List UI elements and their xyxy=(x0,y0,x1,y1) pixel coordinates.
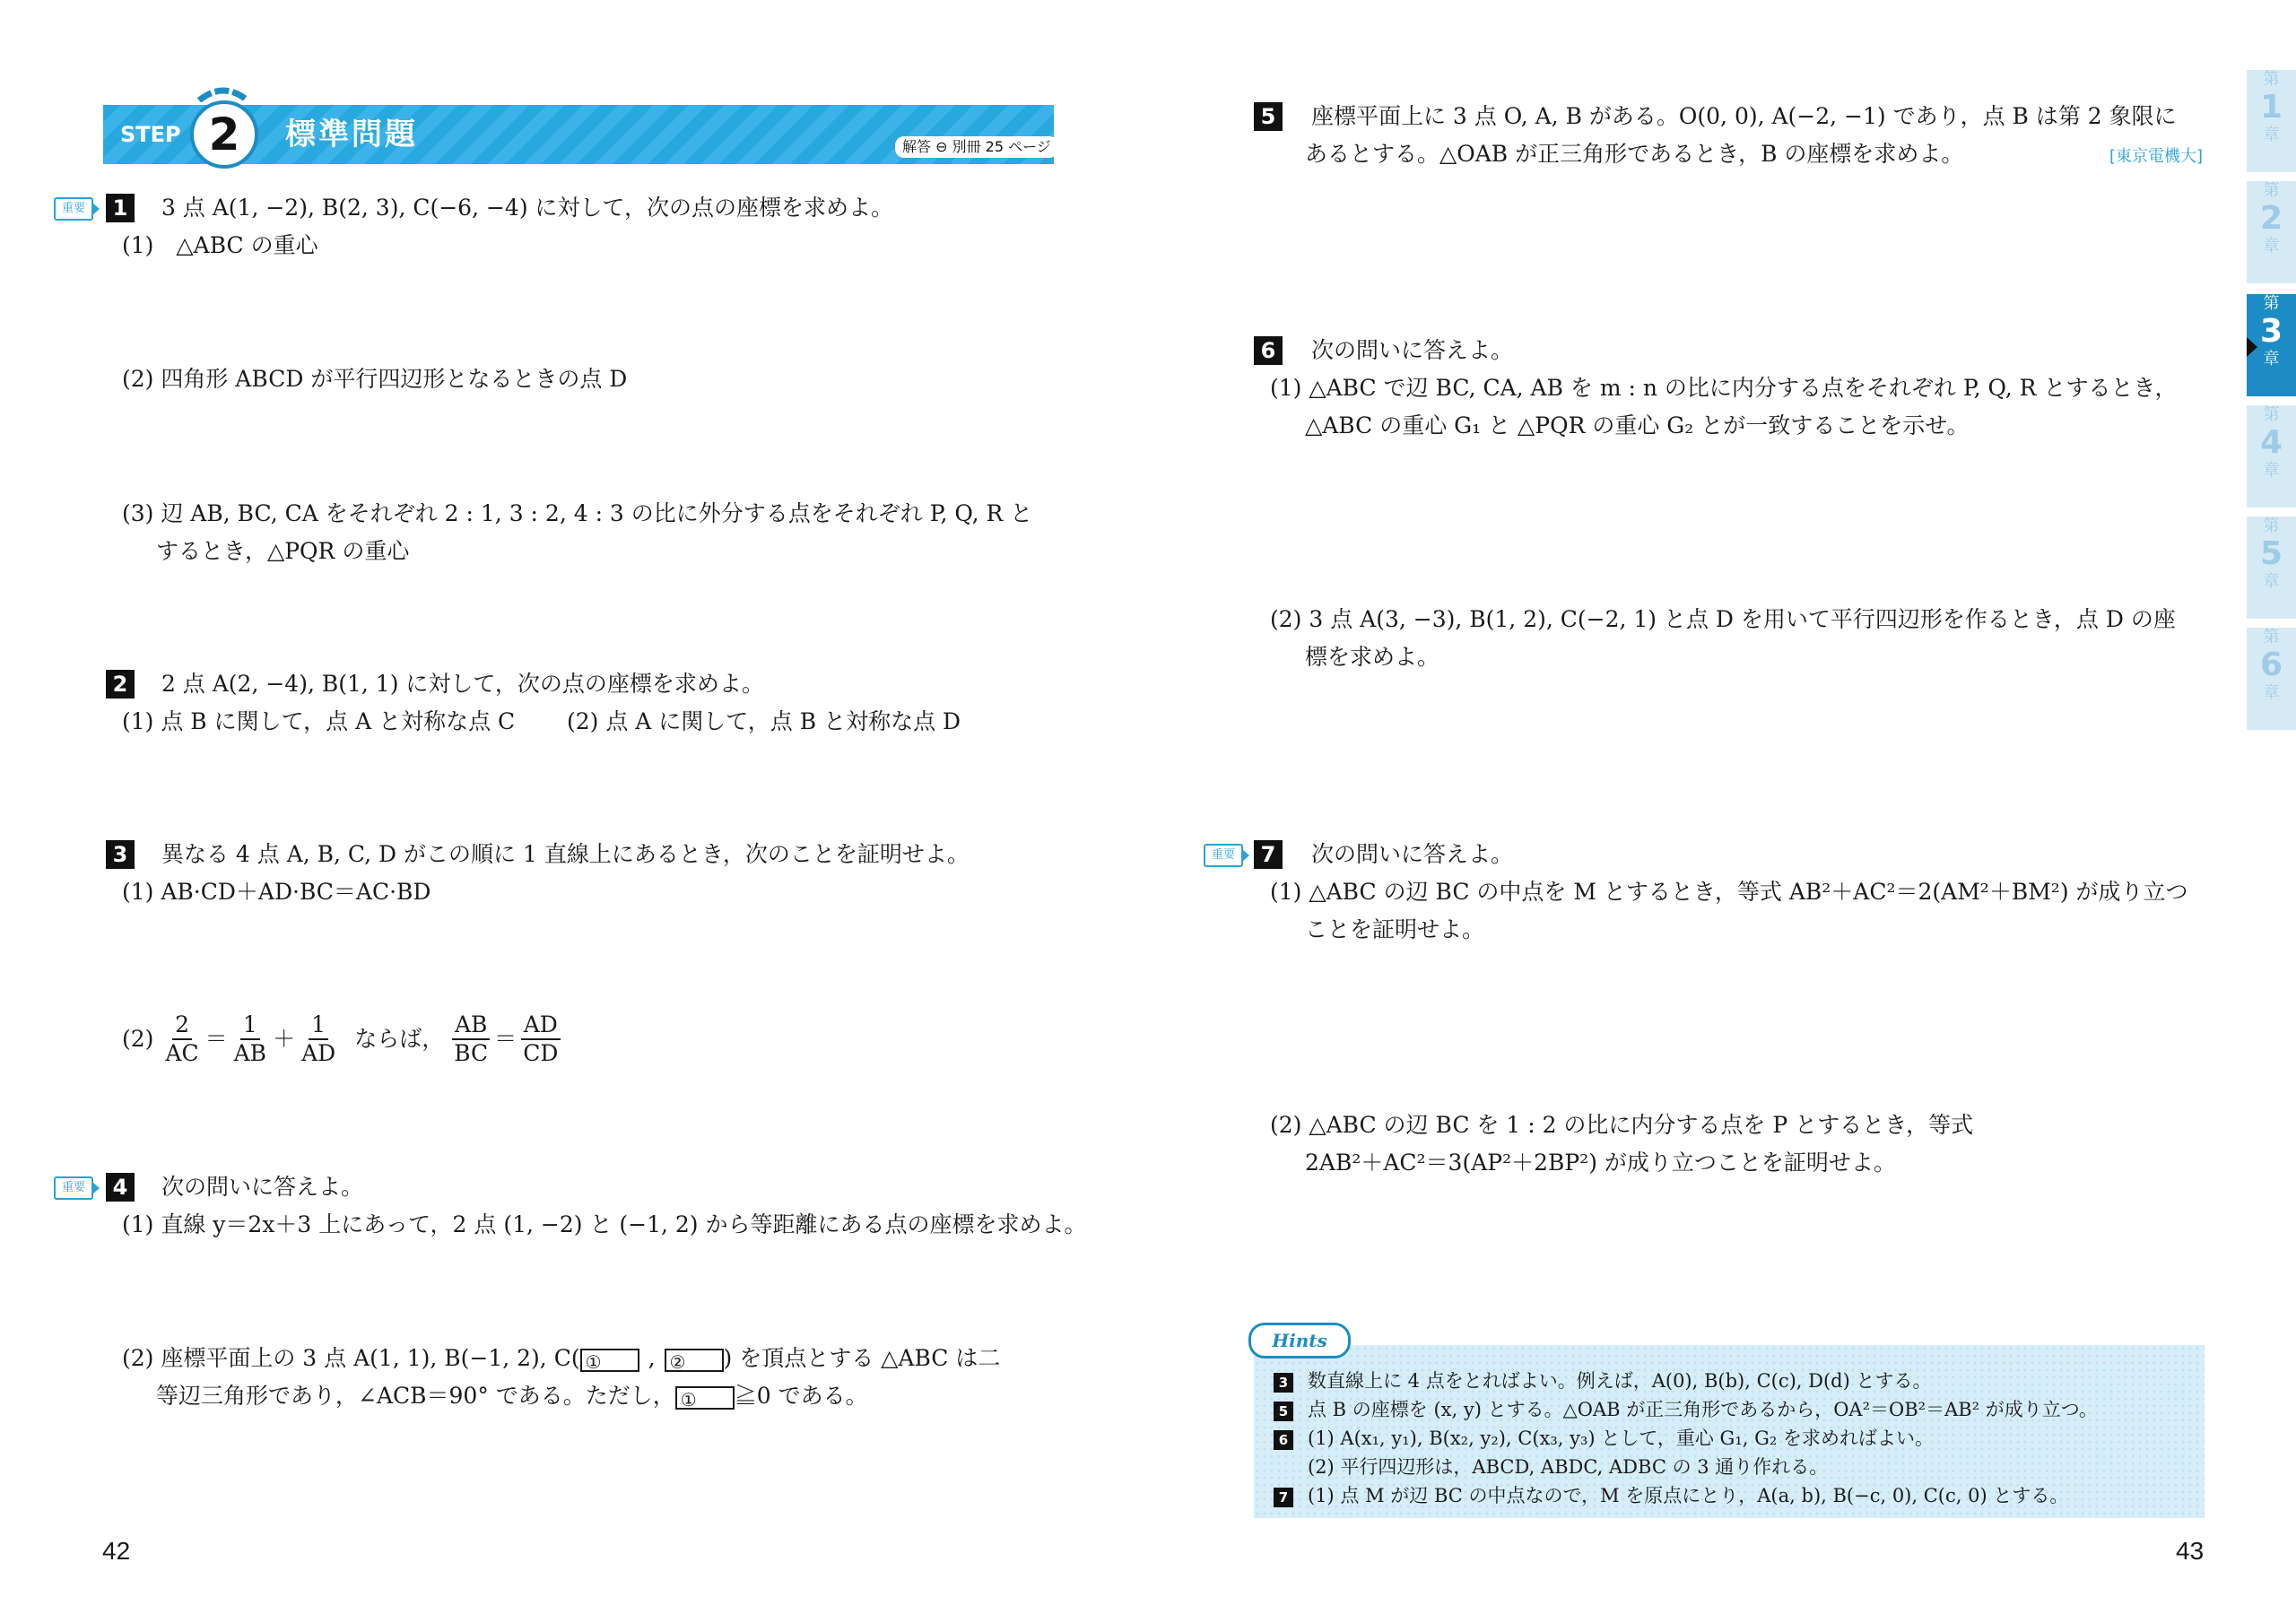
condition-text: ならば， xyxy=(354,1026,445,1052)
question-stem: 3 点 A(1, −2), B(2, 3), C(−6, −4) に対して，次の点の座標を求めよ。 xyxy=(161,195,894,221)
question-7 xyxy=(1254,836,1513,873)
chapter-tab-5[interactable]: 第 5 章 xyxy=(2247,516,2296,619)
question-3 xyxy=(106,836,970,873)
q7-part-1-line1: (1) △ABC の辺 BC の中点を M とするとき，等式 AB²＋AC²＝2(AM²＋BM²) が成り立つ xyxy=(1270,879,2188,905)
q6-part-2-line1: (2) 3 点 A(3, −3), B(1, 2), C(−2, 1) と点 D を用いて平行四辺形を作るとき，点 D の座 xyxy=(1270,606,2176,632)
step-number: 2 xyxy=(190,100,258,169)
equals-sign: ＝ xyxy=(204,1026,228,1052)
fraction: $\frac{1}{AB}$ xyxy=(233,1011,267,1066)
question-5 xyxy=(1254,98,2177,135)
question-1 xyxy=(106,189,893,227)
question-number: 5 xyxy=(1254,102,1283,131)
hint-item xyxy=(1274,1367,1932,1395)
important-badge: 重要 xyxy=(54,197,93,221)
question-line-1: 座標平面上に 3 点 O, A, B がある。O(0, 0), A(−2, −1) であり，点 B は第 2 象限に xyxy=(1310,103,2177,129)
chapter-tab-3[interactable]: 第 3 章 xyxy=(2247,294,2296,396)
question-number: 3 xyxy=(106,840,135,869)
hint-number: 6 xyxy=(1274,1430,1293,1450)
hint-number: 7 xyxy=(1274,1488,1293,1507)
q1-part-3-line1: (3) 辺 AB, BC, CA をそれぞれ 2 : 1, 3 : 2, 4 : 3 の比に外分する点をそれぞれ P, Q, R と xyxy=(122,500,1033,526)
chapter-tab-4[interactable]: 第 4 章 xyxy=(2247,405,2296,508)
source-label: [東京電機大] xyxy=(2109,147,2204,166)
hint-text: 点 B の座標を (x, y) とする。△OAB が正三角形であるから，OA²＝OB²＝AB² が成り立つ。 xyxy=(1308,1399,2098,1420)
step-arc-icon xyxy=(192,84,255,102)
hint-text: (1) 点 M が辺 BC の中点なので，M を原点にとり，A(a, b), B(−c, 0), C(c, 0) とする。 xyxy=(1308,1485,2069,1506)
hint-text: (2) 平行四辺形は，ABCD, ABDC, ADBC の 3 通り作れる。 xyxy=(1308,1456,1829,1478)
q4-part-1: (1) 直線 y＝2x＋3 上にあって，2 点 (1, −2) と (−1, 2) から等距離にある点の座標を求めよ。 xyxy=(122,1211,1087,1237)
answer-box: ② xyxy=(665,1349,724,1372)
q3-part-2 xyxy=(122,1011,564,1067)
plus-sign: ＋ xyxy=(273,1026,296,1052)
fraction: $\frac{AD}{CD}$ xyxy=(520,1011,561,1067)
important-badge: 重要 xyxy=(1204,844,1243,867)
q5-line-2: あるとする。△OAB が正三角形であるとき，B の座標を求めよ。 xyxy=(1305,141,1964,167)
page-number-left: 42 xyxy=(102,1537,131,1565)
hint-item xyxy=(1274,1395,2098,1424)
q7-part-2-line2: 2AB²＋AC²＝3(AP²＋2BP²) が成り立つことを証明せよ。 xyxy=(1305,1150,1896,1176)
question-stem: 次の問いに答えよ。 xyxy=(1310,841,1513,867)
q1-part-3-line2: するとき，△PQR の重心 xyxy=(156,538,410,564)
q6-part-2-line2: 標を求めよ。 xyxy=(1305,644,1440,670)
hint-number: 3 xyxy=(1274,1373,1293,1393)
q6-part-1-line2: △ABC の重心 G₁ と △PQR の重心 G₂ とが一致することを示せ。 xyxy=(1305,412,1970,438)
equals-sign: ＝ xyxy=(494,1026,517,1052)
section-title: 標準問題 xyxy=(285,117,418,152)
question-4 xyxy=(106,1168,363,1206)
question-6 xyxy=(1254,332,1513,369)
q3-part-1: (1) AB·CD＋AD·BC＝AC·BD xyxy=(122,879,431,905)
fraction: $\frac{1}{AD}$ xyxy=(301,1011,336,1066)
hint-text: (1) A(x₁, y₁), B(x₂, y₂), C(x₃, y₃) として，重心 G₁, G₂ を求めればよい。 xyxy=(1308,1428,1934,1449)
chapter-tab-1[interactable]: 第 1 章 xyxy=(2247,70,2296,172)
page-number-right: 43 xyxy=(2176,1537,2205,1565)
q4-part-2-line2: 等辺三角形であり，∠ACB＝90° である。ただし， ① ≧0 である。 xyxy=(156,1383,868,1410)
hints-label: Hints xyxy=(1248,1323,1351,1358)
step-label: STEP xyxy=(120,122,181,147)
question-2 xyxy=(106,665,764,703)
chapter-tab-6[interactable]: 第 6 章 xyxy=(2247,628,2296,730)
hint-item xyxy=(1274,1424,1934,1453)
question-number: 7 xyxy=(1254,840,1283,869)
hint-item xyxy=(1308,1453,1828,1481)
q7-part-2-line1: (2) △ABC の辺 BC を 1 : 2 の比に内分する点を P とするとき，等式 xyxy=(1270,1112,1974,1138)
hint-number: 5 xyxy=(1274,1402,1293,1421)
q7-part-1-line2: ことを証明せよ。 xyxy=(1305,916,1485,942)
answer-box: ① xyxy=(580,1349,639,1372)
question-number: 1 xyxy=(106,194,135,222)
answer-box: ① xyxy=(675,1386,735,1410)
q1-part-1: (1) △ABC の重心 xyxy=(122,232,318,258)
question-stem: 次の問いに答えよ。 xyxy=(1310,337,1513,363)
answer-reference: 解答 ⊖ 別冊 25 ページ xyxy=(895,136,1058,158)
q4-part-2-line1: (2) 座標平面上の 3 点 A(1, 1), B(−1, 2), C( ① , ② ) を頂点とする △ABC は二 xyxy=(122,1345,1001,1373)
fraction: $\frac{2}{AC}$ xyxy=(165,1011,199,1066)
q6-part-1-line1: (1) △ABC で辺 BC, CA, AB を m : n の比に内分する点をそれぞれ P, Q, R とするとき， xyxy=(1270,375,2178,401)
question-stem: 2 点 A(2, −4), B(1, 1) に対して，次の点の座標を求めよ。 xyxy=(161,671,764,697)
hint-item xyxy=(1274,1481,2068,1510)
hint-text: 数直線上に 4 点をとればよい。例えば，A(0), B(b), C(c), D(d) とする。 xyxy=(1308,1370,1932,1392)
current-chapter-arrow-icon xyxy=(2247,337,2257,357)
question-number: 2 xyxy=(106,670,135,699)
q2-part-1: (1) 点 B に関して，点 A と対称な点 C xyxy=(122,708,516,734)
question-stem: 異なる 4 点 A, B, C, D がこの順に 1 直線上にあるとき，次のことを証明せよ。 xyxy=(161,841,970,867)
chapter-tab-2[interactable]: 第 2 章 xyxy=(2247,181,2296,283)
question-number: 4 xyxy=(106,1173,135,1202)
part-label: (2) xyxy=(122,1026,154,1052)
question-number: 6 xyxy=(1254,336,1283,365)
q2-part-2: (2) 点 A に関して，点 B と対称な点 D xyxy=(567,708,961,734)
q1-part-2: (2) 四角形 ABCD が平行四辺形となるときの点 D xyxy=(122,366,628,392)
important-badge: 重要 xyxy=(54,1176,93,1200)
fraction: $\frac{AB}{BC}$ xyxy=(451,1011,491,1067)
question-stem: 次の問いに答えよ。 xyxy=(161,1174,363,1200)
